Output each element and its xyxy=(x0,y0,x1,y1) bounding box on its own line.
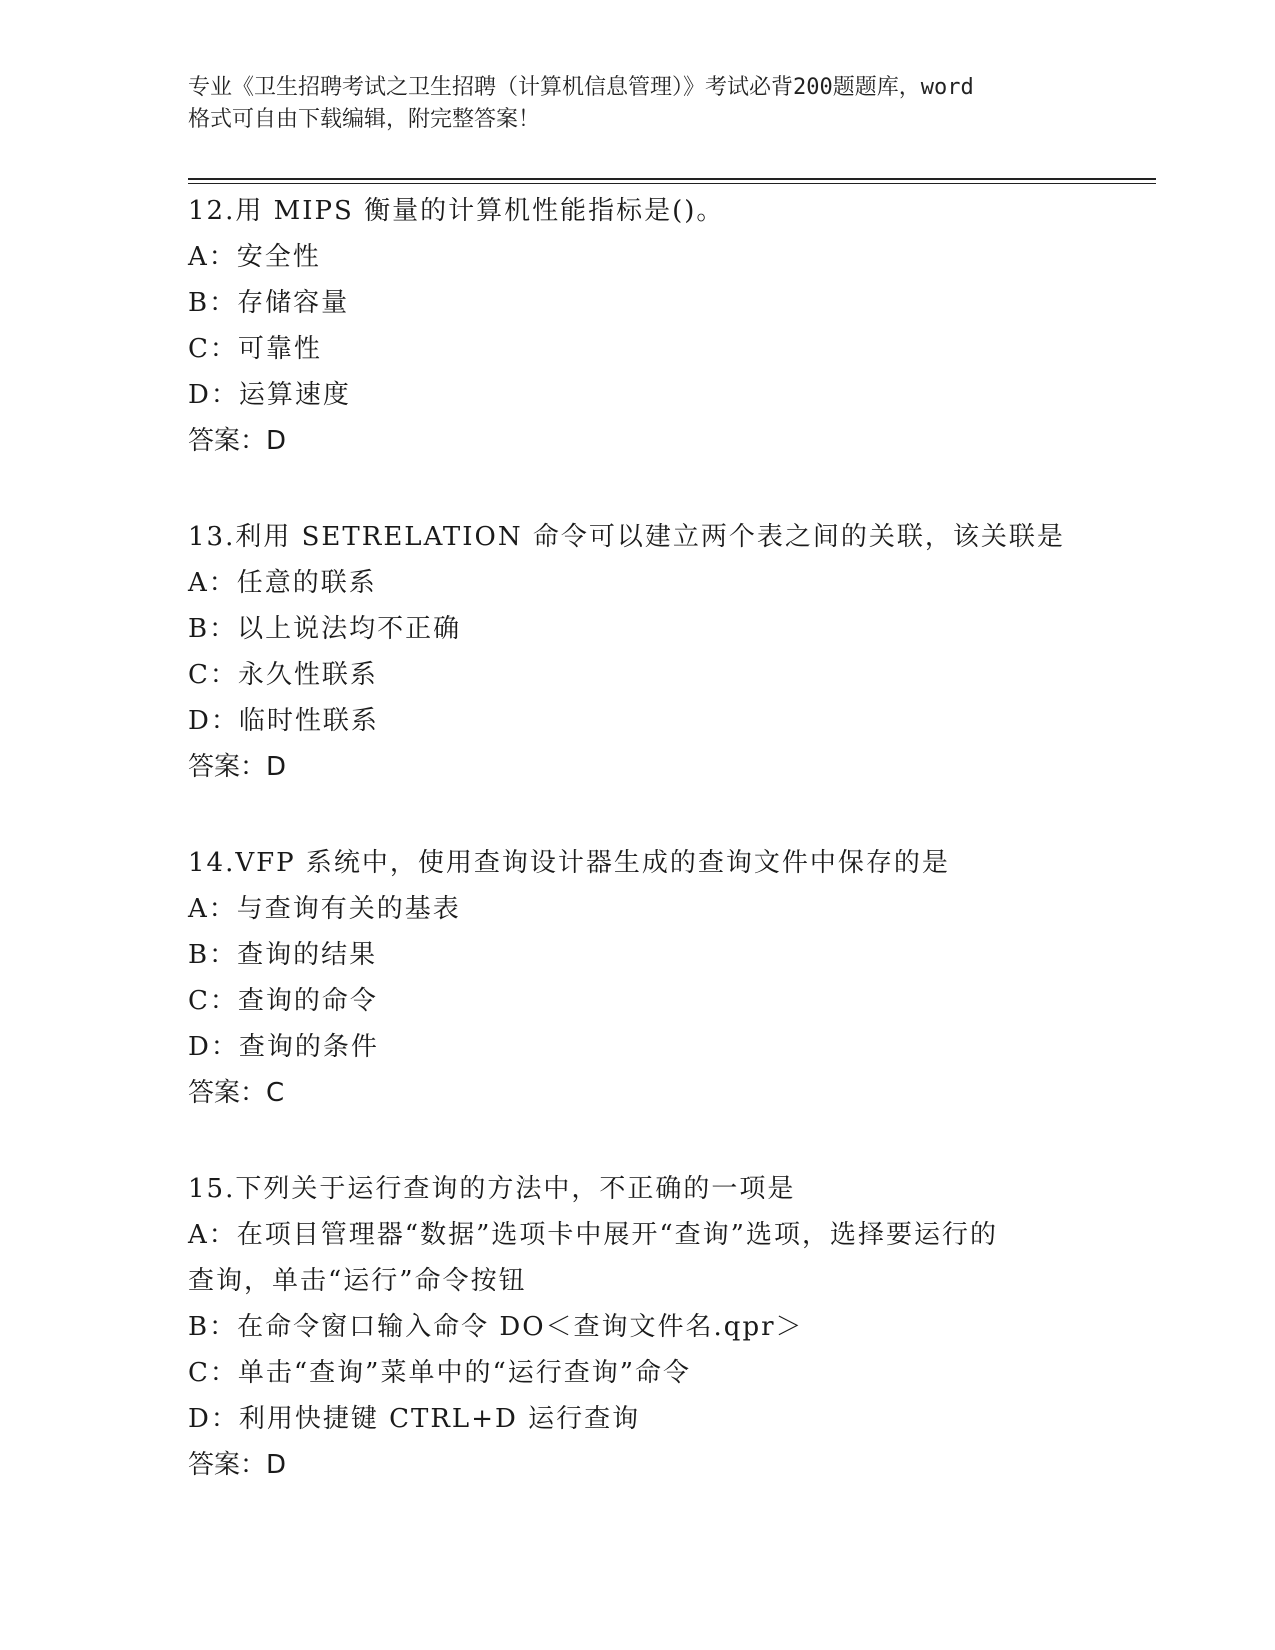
option-d: D：查询的条件 xyxy=(188,1032,379,1062)
document-header xyxy=(188,72,1088,136)
option-b: B：查询的结果 xyxy=(188,940,378,970)
option-a: A：与查询有关的基表 xyxy=(188,894,461,924)
option-a: A：在项目管理器“数据”选项卡中展开“查询”选项，选择要运行的 xyxy=(188,1220,998,1250)
option-d: D：临时性联系 xyxy=(188,706,379,736)
header-divider xyxy=(188,178,1156,180)
question-stem: 14.VFP 系统中，使用查询设计器生成的查询文件中保存的是 xyxy=(188,848,950,878)
question-14 xyxy=(188,840,1088,1116)
answer: 答案：D xyxy=(188,426,287,456)
option-b: B：以上说法均不正确 xyxy=(188,614,462,644)
option-b: B：在命令窗口输入命令 DO＜查询文件名.qpr＞ xyxy=(188,1312,804,1342)
question-list xyxy=(188,188,1088,1538)
option-c: C：查询的命令 xyxy=(188,986,378,1016)
answer: 答案：D xyxy=(188,752,287,782)
option-d: D：利用快捷键 CTRL+D 运行查询 xyxy=(188,1404,641,1434)
option-a: A：安全性 xyxy=(188,242,321,272)
header-line-2: 格式可自由下载编辑，附完整答案！ xyxy=(188,107,541,132)
question-stem: 13.利用 SETRELATION 命令可以建立两个表之间的关联，该关联是 xyxy=(188,522,1065,552)
option-b: B：存储容量 xyxy=(188,288,350,318)
question-13 xyxy=(188,514,1088,790)
option-a-continued: 查询，单击“运行”命令按钮 xyxy=(188,1266,527,1296)
header-line-1: 专业《卫生招聘考试之卫生招聘（计算机信息管理）》考试必背200题题库，word xyxy=(188,75,974,100)
header-divider-thin xyxy=(188,183,1156,184)
option-c: C：可靠性 xyxy=(188,334,322,364)
question-stem: 12.用 MIPS 衡量的计算机性能指标是()。 xyxy=(188,196,725,226)
option-a: A：任意的联系 xyxy=(188,568,377,598)
question-15 xyxy=(188,1166,1088,1488)
option-d: D：运算速度 xyxy=(188,380,351,410)
question-12 xyxy=(188,188,1088,464)
option-c: C：单击“查询”菜单中的“运行查询”命令 xyxy=(188,1358,692,1388)
option-c: C：永久性联系 xyxy=(188,660,378,690)
question-stem: 15.下列关于运行查询的方法中，不正确的一项是 xyxy=(188,1174,796,1204)
answer: 答案：C xyxy=(188,1078,285,1108)
answer: 答案：D xyxy=(188,1450,287,1480)
